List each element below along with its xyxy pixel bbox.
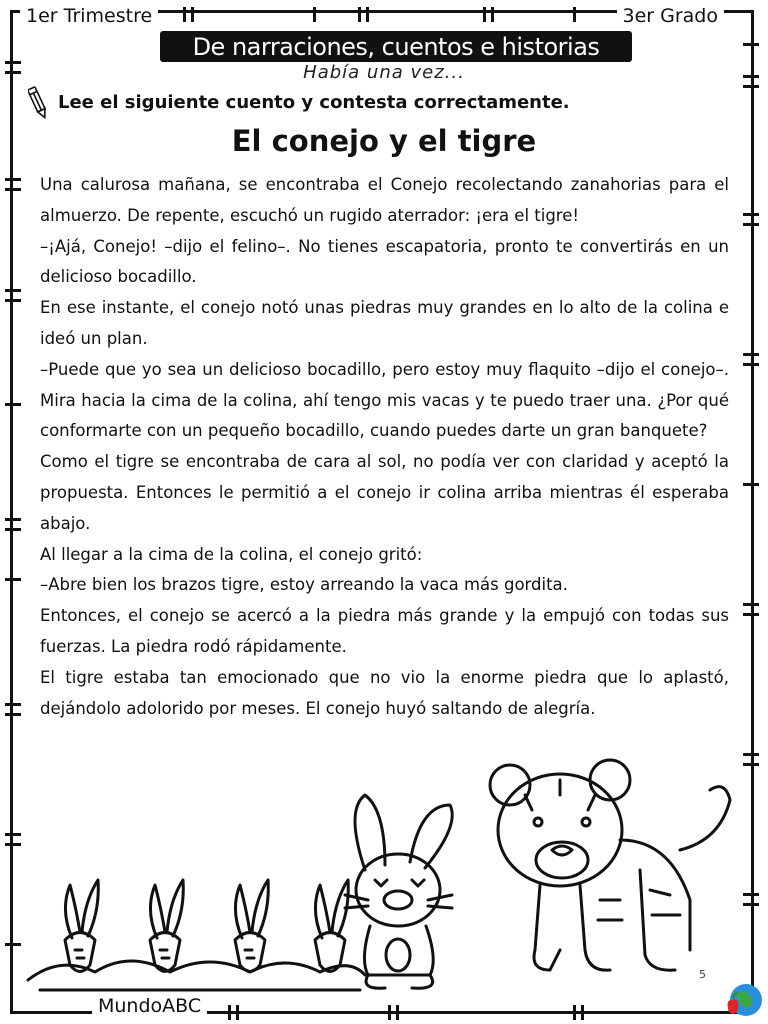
story-paragraph: Entonces, el conejo se acercó a la piedra más grande y la empujó con todas sus fuerzas. La piedra rodó rápidamente. <box>40 606 729 656</box>
pencil-icon <box>28 84 48 122</box>
carrot-icon <box>150 880 183 972</box>
story-paragraph: –Abre bien los brazos tigre, estoy arreando la vaca más gordita. <box>40 575 568 595</box>
page-title: De narraciones, cuentos e historias <box>160 31 632 62</box>
story-paragraph: Al llegar a la cima de la colina, el conejo gritó: <box>40 544 423 564</box>
footer-brand: MundoABC <box>92 994 207 1018</box>
carrot-icon <box>235 880 268 972</box>
story-paragraph: –Puede que yo sea un delicioso bocadillo, pero estoy muy flaquito –dijo el conejo–. Mira hacia la cima de la colina, ahí tengo mis vacas y te puedo traer una. ¿Por qué conformarte con un pequeño bocadillo, cuando puedes darte un gran banquete? <box>40 359 729 441</box>
story-paragraph: Como el tigre se encontraba de cara al sol, no podía ver con claridad y aceptó la propuesta. Entonces le permitió a el conejo ir colina arriba mientras él esperaba abajo. <box>40 452 729 533</box>
page-number: 5 <box>699 968 706 981</box>
story-paragraph: Una calurosa mañana, se encontraba el Conejo recolectando zanahorias para el almuerzo. De repente, escuchó un rugido aterrador: ¡era el tigre! <box>40 175 729 225</box>
carrot-icon <box>65 880 98 972</box>
story-body <box>40 170 729 724</box>
story-paragraph: El tigre estaba tan emocionado que no vio la enorme piedra que lo aplastó, dejándolo adolorido por meses. El conejo huyó saltando de alegría. <box>40 667 729 718</box>
story-title: El conejo y el tigre <box>231 124 537 158</box>
grade-label: 3er Grado <box>617 4 725 28</box>
story-paragraph: –¡Ajá, Conejo! –dijo el felino–. No tienes escapatoria, pronto te convertirás en un delicioso bocadillo. <box>40 236 729 287</box>
globe-apple-logo <box>720 978 764 1022</box>
story-illustration <box>20 750 760 1000</box>
term-label: 1er Trimestre <box>20 4 158 28</box>
tiger-illustration <box>490 760 730 970</box>
instruction-text: Lee el siguiente cuento y contesta correctamente. <box>58 92 570 113</box>
story-paragraph: En ese instante, el conejo notó unas piedras muy grandes en lo alto de la colina e ideó un plan. <box>40 298 729 348</box>
rabbit-illustration <box>345 795 452 988</box>
page-subtitle: Había una vez... <box>303 62 465 83</box>
carrot-icon <box>315 880 348 972</box>
